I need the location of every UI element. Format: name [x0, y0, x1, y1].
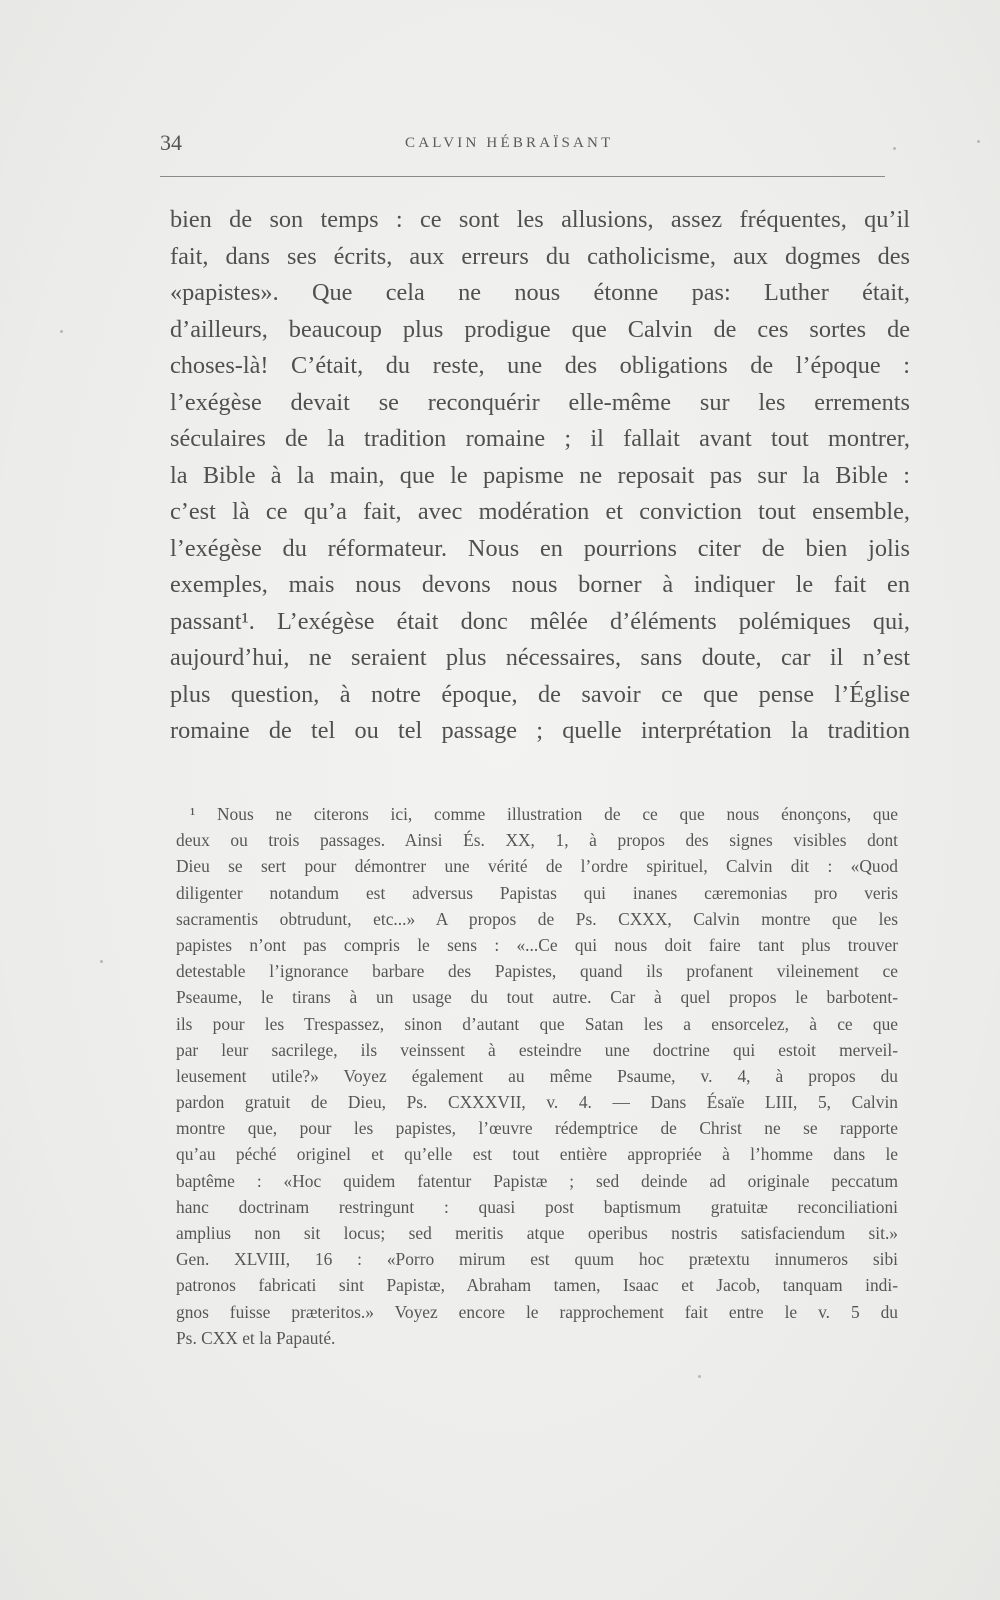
body-line: aujourd’hui, ne seraient plus nécessaires, sans doute, car il n’est	[170, 644, 910, 671]
paper-speck	[977, 140, 980, 143]
body-line: fait, dans ses écrits, aux erreurs du catholicisme, aux dogmes des	[170, 242, 910, 270]
header-rule	[160, 176, 885, 177]
footnote-line: Dieu se sert pour démontrer une vérité de l’ordre spirituel, Calvin dit : «Quod	[176, 856, 898, 877]
footnote-line: Pseaume, le tirans à un usage du tout autre. Car à quel propos le barbotent-	[176, 987, 898, 1008]
body-line: choses-là! C’était, du reste, une des obligations de l’époque :	[170, 352, 910, 379]
footnote-line: papistes n’ont pas compris le sens : «...Ce qui nous doit faire tant plus trouver	[176, 934, 898, 955]
footnote-line: montre que, pour les papistes, l’œuvre rédemptrice de Christ ne se rapporte	[176, 1118, 898, 1139]
footnote-line: par leur sacrilege, ils veinssent à esteindre une doctrine qui estoit merveil-	[176, 1039, 898, 1060]
body-line: bien de son temps : ce sont les allusions, assez fréquentes, qu’il	[170, 206, 910, 233]
body-line: plus question, à notre époque, de savoir ce que pense l’Église	[170, 680, 910, 708]
footnote-line: qu’au péché originel et qu’elle est tout entière appropriée à l’homme dans le	[176, 1144, 898, 1165]
footnote-line: gnos fuisse præteritos.» Voyez encore le rapprochement fait entre le v. 5 du	[176, 1301, 898, 1322]
running-head	[160, 130, 885, 160]
paper-speck	[893, 147, 896, 150]
body-line: d’ailleurs, beaucoup plus prodigue que Calvin de ces sortes de	[170, 315, 910, 343]
footnote-line: leusement utile?» Voyez également au même Psaume, v. 4, à propos du	[176, 1065, 898, 1086]
footnote-line: detestable l’ignorance barbare des Papistes, quand ils profanent vileinement ce	[176, 961, 898, 982]
footnote-line: diligenter notandum est adversus Papistas qui inanes cæremonias pro veris	[176, 882, 898, 903]
footnote-line: baptême : «Hoc quidem fatentur Papistæ ; sed deinde ad originale peccatum	[176, 1170, 898, 1191]
running-title: CALVIN HÉBRAÏSANT	[405, 135, 614, 151]
paper-speck	[698, 1375, 701, 1378]
footnote-line: Ps. CXX et la Papauté.	[176, 1327, 336, 1348]
body-line: passant¹. L’exégèse était donc mêlée d’éléments polémiques qui,	[170, 607, 910, 635]
body-line: la Bible à la main, que le papisme ne reposait pas sur la Bible :	[170, 461, 910, 489]
body-line: l’exégèse du réformateur. Nous en pourrions citer de bien jolis	[170, 534, 910, 562]
footnote-line: deux ou trois passages. Ainsi És. XX, 1, à propos des signes visibles dont	[176, 830, 898, 851]
footnote-line: sacramentis obtrudunt, etc...» A propos de Ps. CXXX, Calvin montre que les	[176, 908, 898, 929]
footnote-line: pardon gratuit de Dieu, Ps. CXXXVII, v. 4. — Dans Ésaïe LIII, 5, Calvin	[176, 1092, 898, 1113]
footnote-line: ils pour les Trespassez, sinon d’autant que Satan les a ensorcelez, à ce que	[176, 1013, 898, 1034]
footnote-line: amplius non sit locus; sed meritis atque operibus nostris satisfaciendum sit.»	[176, 1223, 898, 1243]
footnote-line: hanc doctrinam restringunt : quasi post baptismum gratuitæ reconciliationi	[176, 1196, 898, 1217]
page-number: 34	[160, 130, 182, 155]
paper-speck	[100, 960, 103, 963]
body-line: l’exégèse devait se reconquérir elle-même sur les errements	[170, 388, 910, 416]
body-line: «papistes». Que cela ne nous étonne pas: Luther était,	[170, 279, 910, 306]
body-line: séculaires de la tradition romaine ; il fallait avant tout montrer,	[170, 425, 910, 452]
body-line: romaine de tel ou tel passage ; quelle interprétation la tradition	[170, 717, 910, 744]
footnote-line: ¹ Nous ne citerons ici, comme illustration de ce que nous énonçons, que	[190, 804, 898, 824]
footnote	[176, 801, 898, 1351]
body-line: c’est là ce qu’a fait, avec modération et conviction tout ensemble,	[170, 498, 910, 525]
footnote-line: Gen. XLVIII, 16 : «Porro mirum est quum hoc prætextu innumeros sibi	[176, 1249, 898, 1270]
footnote-line: patronos fabricati sint Papistæ, Abraham tamen, Isaac et Jacob, tanquam indi-	[176, 1275, 898, 1296]
body-line: exemples, mais nous devons nous borner à indiquer le fait en	[170, 571, 910, 598]
main-text	[170, 202, 910, 750]
paper-speck	[60, 330, 63, 333]
